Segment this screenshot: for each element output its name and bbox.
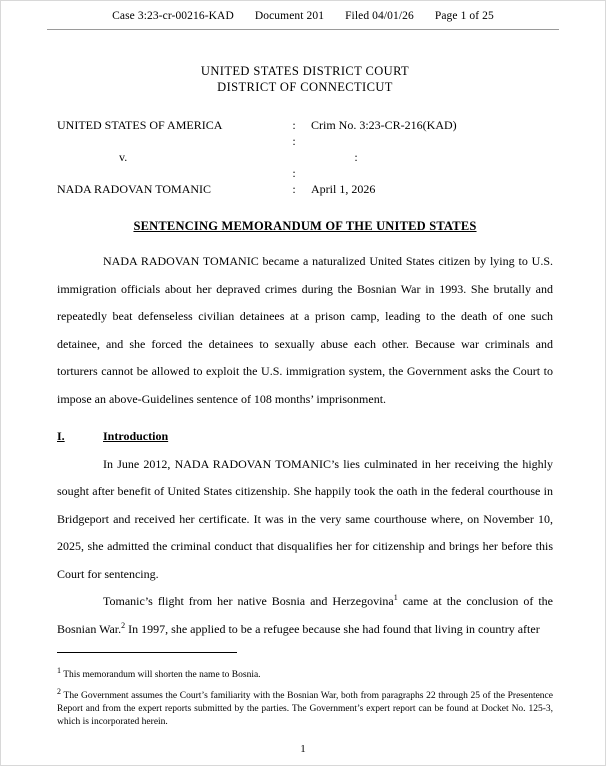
ecf-header-stamp [1, 10, 605, 22]
footnote-2 [57, 686, 553, 729]
section-title: Introduction [103, 429, 169, 443]
caption-colon-5: : [292, 182, 296, 196]
footnote-ref-1[interactable]: 1 [393, 593, 398, 602]
paragraph-opening: NADA RADOVAN TOMANIC became a naturalized United States citizen by lying to U.S. immigration officials about her depraved crimes during the Bosnian War in 1993. She brutally and repeatedly beat defenseless civilian detainees at a prison camp, leading to the death of one such detainee, and she forced the detainees to sexually abuse each other. Because war criminals and torturers cannot be allowed to exploit the U.S. immigration system, the Government asks the Court to impose an above-Guidelines sentence of 108 months’ imprisonment. [57, 254, 553, 406]
caption-plaintiff: UNITED STATES OF AMERICA [57, 118, 223, 132]
section-heading-introduction [57, 423, 553, 451]
caption-colon-3: : [354, 150, 358, 164]
header-filed-date: Filed 04/01/26 [345, 10, 414, 22]
header-divider [47, 29, 559, 30]
page-number: 1 [300, 743, 306, 755]
paragraph-intro-two-part-c: In 1997, she applied to be a refugee because she had found that living in country after [125, 621, 540, 636]
header-document-number: Document 201 [254, 10, 325, 22]
footnote-area [57, 665, 553, 729]
court-heading [57, 63, 553, 95]
caption-row-versus [57, 149, 553, 165]
caption-row-spacer-1 [57, 133, 553, 149]
header-case-number: Case 3:23-cr-00216-KAD [112, 10, 234, 22]
court-district: DISTRICT OF CONNECTICUT [217, 80, 393, 94]
paragraph-intro-two-part-a: Tomanic’s flight from her native Bosnia and Herzegovina [103, 594, 394, 608]
caption-case-number: Crim No. 3:23-CR-216(KAD) [311, 118, 457, 132]
caption-row-plaintiff [57, 117, 553, 133]
paragraph-intro-two [57, 588, 553, 643]
caption-colon-1: : [292, 118, 296, 132]
caption-versus: v. [119, 150, 128, 164]
footnote-2-marker: 2 [57, 686, 61, 696]
footnote-divider [57, 652, 237, 653]
caption-date: April 1, 2026 [311, 182, 376, 196]
footnote-ref-2[interactable]: 2 [121, 620, 126, 630]
section-number: I. [57, 429, 65, 443]
caption-colon-2: : [292, 134, 296, 148]
header-page-indicator: Page 1 of 25 [434, 10, 494, 22]
footnote-2-text: The Government assumes the Court’s familiarity with the Bosnian War, both from paragraphs 22 through 25 of the Presentence Report and from the expert reports submitted by the parties. The Government’s expert report can be found at Docket No. 125-3, which is incorporated herein. [57, 691, 553, 727]
document-body [57, 63, 553, 739]
page-title: SENTENCING MEMORANDUM OF THE UNITED STATES [133, 219, 477, 233]
footnote-1-text: This memorandum will shorten the name to Bosnia. [61, 670, 261, 680]
footnote-1 [57, 665, 553, 682]
caption-colon-4: : [292, 166, 296, 180]
paragraph-intro-two-part-b: came at the conclusion of the Bosnian War. [57, 594, 553, 636]
footnote-1-marker: 1 [57, 665, 61, 675]
paragraph-intro-one: In June 2012, NADA RADOVAN TOMANIC’s lies culminated in her receiving the highly sought after benefit of United States citizenship. She happily took the oath in the federal courthouse in Bridgeport and received her certificate. It was in the very same courthouse where, on November 10, 2025, she admitted the criminal conduct that disqualifies her for citizenship and brings her before this Court for sentencing. [57, 456, 553, 581]
caption-defendant: NADA RADOVAN TOMANIC [57, 182, 212, 196]
caption-row-defendant [57, 181, 553, 197]
caption-row-spacer-2 [57, 165, 553, 181]
court-name: UNITED STATES DISTRICT COURT [200, 64, 410, 78]
case-caption [57, 117, 553, 201]
